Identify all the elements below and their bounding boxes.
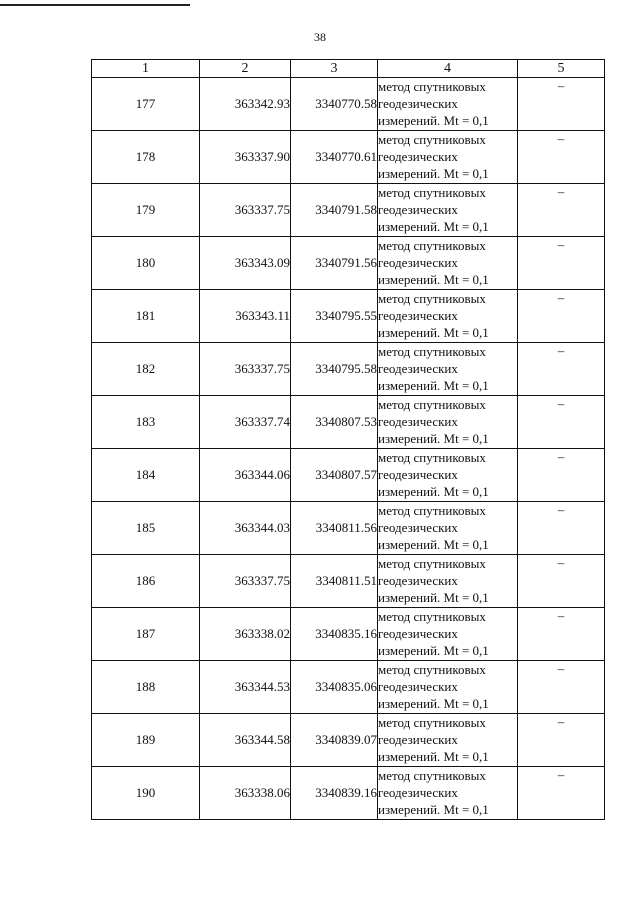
- method-text-line: измерений. Mt = 0,1: [378, 749, 489, 764]
- table-row: [92, 714, 605, 767]
- x-coordinate-cell: 363337.75: [200, 343, 291, 396]
- method-text-line: измерений. Mt = 0,1: [378, 696, 489, 711]
- column-header-2: 2: [200, 60, 291, 78]
- method-text-line: измерений. Mt = 0,1: [378, 590, 489, 605]
- table-header-row: [92, 60, 605, 78]
- method-text-line: измерений. Mt = 0,1: [378, 219, 489, 234]
- table-row: [92, 449, 605, 502]
- note-cell: –: [518, 608, 605, 661]
- page-number: 38: [314, 30, 326, 44]
- table-row: [92, 502, 605, 555]
- method-text-line: метод спутниковых: [378, 715, 486, 730]
- method-text-line: измерений. Mt = 0,1: [378, 272, 489, 287]
- table-row: [92, 396, 605, 449]
- x-coordinate-cell: 363337.75: [200, 184, 291, 237]
- method-text-line: метод спутниковых: [378, 609, 486, 624]
- table-row: [92, 78, 605, 131]
- method-cell: [378, 714, 518, 767]
- table-row: [92, 608, 605, 661]
- x-coordinate-cell: 363344.58: [200, 714, 291, 767]
- table-row: [92, 661, 605, 714]
- point-number-cell: 190: [92, 767, 200, 820]
- note-cell: –: [518, 502, 605, 555]
- point-number-cell: 180: [92, 237, 200, 290]
- coordinates-table: [91, 59, 605, 820]
- method-text-line: метод спутниковых: [378, 132, 486, 147]
- method-text-line: геодезических: [378, 149, 458, 164]
- table-row: [92, 767, 605, 820]
- method-text-line: геодезических: [378, 732, 458, 747]
- table-row: [92, 290, 605, 343]
- method-text-line: геодезических: [378, 679, 458, 694]
- y-coordinate-cell: 3340770.58: [291, 78, 378, 131]
- note-cell: –: [518, 184, 605, 237]
- note-cell: –: [518, 449, 605, 502]
- method-text-line: геодезических: [378, 626, 458, 641]
- table-row: [92, 555, 605, 608]
- note-cell: –: [518, 767, 605, 820]
- method-text-line: измерений. Mt = 0,1: [378, 802, 489, 817]
- table-body: [92, 78, 605, 820]
- point-number-cell: 178: [92, 131, 200, 184]
- note-cell: –: [518, 290, 605, 343]
- method-text-line: метод спутниковых: [378, 503, 486, 518]
- method-text-line: измерений. Mt = 0,1: [378, 378, 489, 393]
- note-cell: –: [518, 661, 605, 714]
- y-coordinate-cell: 3340791.56: [291, 237, 378, 290]
- method-cell: [378, 290, 518, 343]
- method-text-line: измерений. Mt = 0,1: [378, 113, 489, 128]
- point-number-cell: 184: [92, 449, 200, 502]
- point-number-cell: 187: [92, 608, 200, 661]
- method-text-line: геодезических: [378, 414, 458, 429]
- method-text-line: геодезических: [378, 520, 458, 535]
- point-number-cell: 177: [92, 78, 200, 131]
- method-text-line: метод спутниковых: [378, 556, 486, 571]
- y-coordinate-cell: 3340839.16: [291, 767, 378, 820]
- y-coordinate-cell: 3340811.56: [291, 502, 378, 555]
- method-cell: [378, 78, 518, 131]
- method-cell: [378, 237, 518, 290]
- method-text-line: метод спутниковых: [378, 768, 486, 783]
- method-text-line: измерений. Mt = 0,1: [378, 643, 489, 658]
- y-coordinate-cell: 3340770.61: [291, 131, 378, 184]
- method-cell: [378, 767, 518, 820]
- x-coordinate-cell: 363343.11: [200, 290, 291, 343]
- method-cell: [378, 661, 518, 714]
- method-cell: [378, 555, 518, 608]
- method-text-line: геодезических: [378, 467, 458, 482]
- method-cell: [378, 502, 518, 555]
- method-cell: [378, 184, 518, 237]
- column-header-4: 4: [378, 60, 518, 78]
- y-coordinate-cell: 3340807.53: [291, 396, 378, 449]
- column-header-3: 3: [291, 60, 378, 78]
- point-number-cell: 182: [92, 343, 200, 396]
- method-text-line: геодезических: [378, 255, 458, 270]
- point-number-cell: 183: [92, 396, 200, 449]
- y-coordinate-cell: 3340839.07: [291, 714, 378, 767]
- y-coordinate-cell: 3340795.58: [291, 343, 378, 396]
- x-coordinate-cell: 363343.09: [200, 237, 291, 290]
- note-cell: –: [518, 714, 605, 767]
- x-coordinate-cell: 363338.06: [200, 767, 291, 820]
- method-text-line: метод спутниковых: [378, 397, 486, 412]
- column-header-1: 1: [92, 60, 200, 78]
- point-number-cell: 179: [92, 184, 200, 237]
- method-text-line: метод спутниковых: [378, 79, 486, 94]
- point-number-cell: 186: [92, 555, 200, 608]
- method-cell: [378, 608, 518, 661]
- method-text-line: метод спутниковых: [378, 450, 486, 465]
- table-row: [92, 343, 605, 396]
- column-header-5: 5: [518, 60, 605, 78]
- method-cell: [378, 131, 518, 184]
- method-text-line: геодезических: [378, 202, 458, 217]
- x-coordinate-cell: 363337.75: [200, 555, 291, 608]
- x-coordinate-cell: 363344.53: [200, 661, 291, 714]
- note-cell: –: [518, 237, 605, 290]
- x-coordinate-cell: 363337.90: [200, 131, 291, 184]
- point-number-cell: 185: [92, 502, 200, 555]
- note-cell: –: [518, 343, 605, 396]
- x-coordinate-cell: 363344.03: [200, 502, 291, 555]
- note-cell: –: [518, 131, 605, 184]
- method-text-line: измерений. Mt = 0,1: [378, 325, 489, 340]
- x-coordinate-cell: 363342.93: [200, 78, 291, 131]
- method-cell: [378, 343, 518, 396]
- note-cell: –: [518, 555, 605, 608]
- table-row: [92, 237, 605, 290]
- method-text-line: геодезических: [378, 96, 458, 111]
- y-coordinate-cell: 3340835.06: [291, 661, 378, 714]
- y-coordinate-cell: 3340835.16: [291, 608, 378, 661]
- y-coordinate-cell: 3340811.51: [291, 555, 378, 608]
- x-coordinate-cell: 363337.74: [200, 396, 291, 449]
- point-number-cell: 189: [92, 714, 200, 767]
- point-number-cell: 181: [92, 290, 200, 343]
- x-coordinate-cell: 363344.06: [200, 449, 291, 502]
- point-number-cell: 188: [92, 661, 200, 714]
- method-text-line: измерений. Mt = 0,1: [378, 537, 489, 552]
- method-text-line: геодезических: [378, 308, 458, 323]
- method-text-line: метод спутниковых: [378, 344, 486, 359]
- method-text-line: метод спутниковых: [378, 238, 486, 253]
- table-row: [92, 131, 605, 184]
- method-text-line: измерений. Mt = 0,1: [378, 484, 489, 499]
- method-text-line: измерений. Mt = 0,1: [378, 431, 489, 446]
- table-row: [92, 184, 605, 237]
- y-coordinate-cell: 3340807.57: [291, 449, 378, 502]
- top-rule-divider: [0, 4, 190, 6]
- method-cell: [378, 449, 518, 502]
- method-text-line: геодезических: [378, 785, 458, 800]
- note-cell: –: [518, 78, 605, 131]
- method-text-line: метод спутниковых: [378, 291, 486, 306]
- method-cell: [378, 396, 518, 449]
- y-coordinate-cell: 3340795.55: [291, 290, 378, 343]
- note-cell: –: [518, 396, 605, 449]
- x-coordinate-cell: 363338.02: [200, 608, 291, 661]
- method-text-line: геодезических: [378, 573, 458, 588]
- method-text-line: метод спутниковых: [378, 185, 486, 200]
- method-text-line: метод спутниковых: [378, 662, 486, 677]
- method-text-line: геодезических: [378, 361, 458, 376]
- y-coordinate-cell: 3340791.58: [291, 184, 378, 237]
- method-text-line: измерений. Mt = 0,1: [378, 166, 489, 181]
